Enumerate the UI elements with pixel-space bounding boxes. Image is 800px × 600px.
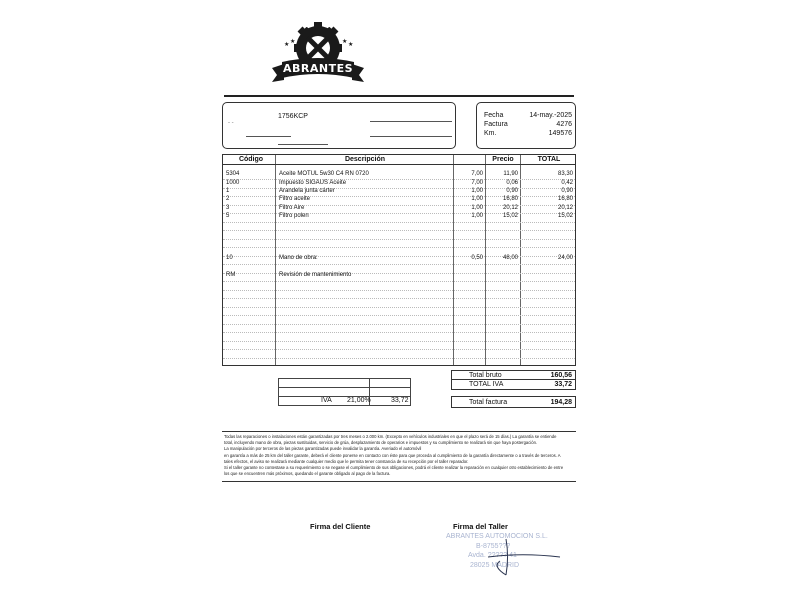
row-guide-line xyxy=(223,315,575,316)
total-factura-box xyxy=(451,396,576,408)
row-desc: Impuesto SIGAUS Aceite xyxy=(279,180,347,186)
stamp-line: Avda. ????? 41 xyxy=(468,552,517,559)
col-divider xyxy=(520,155,521,365)
col-divider xyxy=(453,155,454,365)
license-plate: 1756KCP xyxy=(278,113,308,120)
col-header-precio: Precio xyxy=(492,156,514,163)
total-bruto-label: Total bruto xyxy=(469,372,502,379)
vat-rule xyxy=(279,387,410,388)
row-desc: Revisión de mantenimiento xyxy=(279,272,352,278)
warranty-line: Si el taller garante no contestase a su requerimiento o se negase el cumplimiento de sus obligaciones, podrá el cliente realizar la reparación en cualquier otro establecimiento de entre xyxy=(224,465,564,471)
customer-line xyxy=(246,136,291,137)
col-header-descripcion: Descripción xyxy=(344,156,386,163)
row-qty: 7,00 xyxy=(471,171,483,177)
row-code: 1000 xyxy=(226,180,240,186)
workshop-signature-label: Firma del Taller xyxy=(453,522,508,531)
vat-rule xyxy=(279,405,410,406)
row-qty: 1,00 xyxy=(471,205,483,211)
svg-text:★: ★ xyxy=(290,38,296,45)
row-desc: Filtro Aire xyxy=(279,205,305,211)
row-qty: 1,00 xyxy=(471,188,483,194)
totals-box xyxy=(451,370,576,390)
vat-rule xyxy=(279,378,410,379)
row-code: 2 xyxy=(226,196,230,202)
total-factura-value: 194,28 xyxy=(550,399,572,406)
header-divider xyxy=(223,164,575,165)
km-label: Km. xyxy=(484,130,497,137)
row-guide-line xyxy=(223,247,575,248)
row-price: 48,00 xyxy=(502,255,518,261)
handwritten-signature xyxy=(448,535,568,585)
row-price: 0,06 xyxy=(506,180,518,186)
svg-text:★: ★ xyxy=(342,38,348,45)
client-signature-label: Firma del Cliente xyxy=(310,522,371,531)
svg-text:★: ★ xyxy=(348,41,354,48)
row-code: 1 xyxy=(226,188,230,194)
row-desc: Filtro polen xyxy=(279,213,309,219)
row-qty: 0,50 xyxy=(471,255,483,261)
row-qty: 1,00 xyxy=(471,196,483,202)
vat-breakdown xyxy=(278,378,411,406)
factura-value: 4276 xyxy=(556,121,572,128)
row-qty: 7,00 xyxy=(471,180,483,186)
row-guide-line xyxy=(223,239,575,240)
row-total: 15,02 xyxy=(557,213,573,219)
row-total: 0,90 xyxy=(561,188,573,194)
factura-label: Factura xyxy=(484,121,508,128)
row-price: 16,80 xyxy=(502,196,518,202)
total-iva-label: TOTAL IVA xyxy=(469,381,504,388)
warranty-line: en garantía a más de 25 km del taller garante, deberá el cliente ponerse en contacto con éste para que proceda al cumplimiento de la garantía directamente o a través de terceros. A xyxy=(224,452,561,458)
row-price: 20,12 xyxy=(502,205,518,211)
row-guide-line xyxy=(223,273,575,274)
logo-text: ABRANTES xyxy=(282,62,354,75)
row-total: 20,12 xyxy=(557,205,573,211)
abrantes-logo xyxy=(266,14,370,90)
row-desc: Arandela junta cárter xyxy=(279,188,335,194)
row-price: 15,02 xyxy=(502,213,518,219)
col-divider xyxy=(485,155,486,365)
row-code: RM xyxy=(226,272,236,278)
customer-line xyxy=(370,121,452,122)
row-guide-line xyxy=(223,290,575,291)
vat-label: IVA xyxy=(321,397,332,404)
row-desc: Aceite MOTUL 5w30 C4 RN 0720 xyxy=(279,171,369,177)
warranty-line: total, incluyendo mano de obra, piezas sustituidas, servicio de grúa, desplazamiento de operarios e impuestos y su cumplimiento se realizará sin que haya postergación. xyxy=(224,440,538,446)
warranty-line: Todas las reparaciones o instalaciones están garantizadas por tres meses o 2.000 km. (Excepto en vehículos industriales en que el plazo será de 15 días.) La garantía se entiende xyxy=(224,434,557,439)
warranty-line: La manipulación por terceros de las piezas garantizadas puede invalidar la garantía. Averiado el automóvil xyxy=(224,446,422,452)
row-total: 0,42 xyxy=(561,180,573,186)
row-desc: Mano de obra: xyxy=(279,255,318,261)
stamp-line: 28025 MADRID xyxy=(470,561,520,569)
row-desc: Filtro aceite xyxy=(279,196,311,202)
total-factura-label: Total factura xyxy=(469,399,508,406)
row-guide-line xyxy=(223,230,575,231)
stamp-line: B-8755??? xyxy=(476,542,511,550)
customer-line xyxy=(370,136,452,137)
row-guide-line xyxy=(223,222,575,223)
row-total: 16,80 xyxy=(557,196,573,202)
total-iva-value: 33,72 xyxy=(554,381,572,388)
col-header-total: TOTAL xyxy=(537,156,561,163)
row-guide-line xyxy=(223,324,575,325)
row-guide-line xyxy=(223,358,575,359)
warranty-line: tales efectos, el aviso se realizará mediante cualquier medio que le permita tener constancia de su recepción por el taller reparador. xyxy=(224,458,469,464)
warranty-line: los que se encuentren más próximos, quedando el garante obligado al pago de la factura. xyxy=(224,471,391,477)
row-code: 5 xyxy=(226,213,230,219)
warranty-text xyxy=(224,434,576,477)
fecha-label: Fecha xyxy=(484,112,504,119)
row-guide-line xyxy=(223,298,575,299)
items-table xyxy=(222,154,576,366)
legal-rule xyxy=(222,481,576,482)
vat-amount: 33,72 xyxy=(391,397,409,404)
stamp-line: ABRANTES AUTOMOCION S.L. xyxy=(446,533,548,540)
total-iva-row xyxy=(452,380,575,389)
row-code: 10 xyxy=(226,255,233,261)
row-guide-line xyxy=(223,307,575,308)
col-divider xyxy=(275,155,276,365)
row-guide-line xyxy=(223,332,575,333)
row-code: 5304 xyxy=(226,171,240,177)
fecha-value: 14-may.-2025 xyxy=(529,112,572,119)
customer-line xyxy=(278,144,328,145)
row-total: 83,30 xyxy=(557,171,573,177)
total-bruto-row xyxy=(452,371,575,380)
total-bruto-value: 160,56 xyxy=(550,372,572,379)
row-code: 3 xyxy=(226,205,230,211)
redacted-mark: - - xyxy=(228,120,234,126)
vat-rate: 21,00% xyxy=(347,397,371,404)
row-guide-line xyxy=(223,281,575,282)
row-qty: 1,00 xyxy=(471,213,483,219)
header-rule xyxy=(224,95,574,97)
svg-text:★: ★ xyxy=(284,41,290,48)
col-header-codigo: Código xyxy=(238,156,264,163)
row-guide-line xyxy=(223,349,575,350)
km-value: 149576 xyxy=(548,130,572,137)
row-price: 11,90 xyxy=(503,171,518,177)
row-price: 0,90 xyxy=(506,188,518,194)
row-guide-line xyxy=(223,341,575,342)
legal-rule xyxy=(222,431,576,432)
row-total: 24,00 xyxy=(557,255,573,261)
row-guide-line xyxy=(223,264,575,265)
customer-box xyxy=(222,102,456,149)
